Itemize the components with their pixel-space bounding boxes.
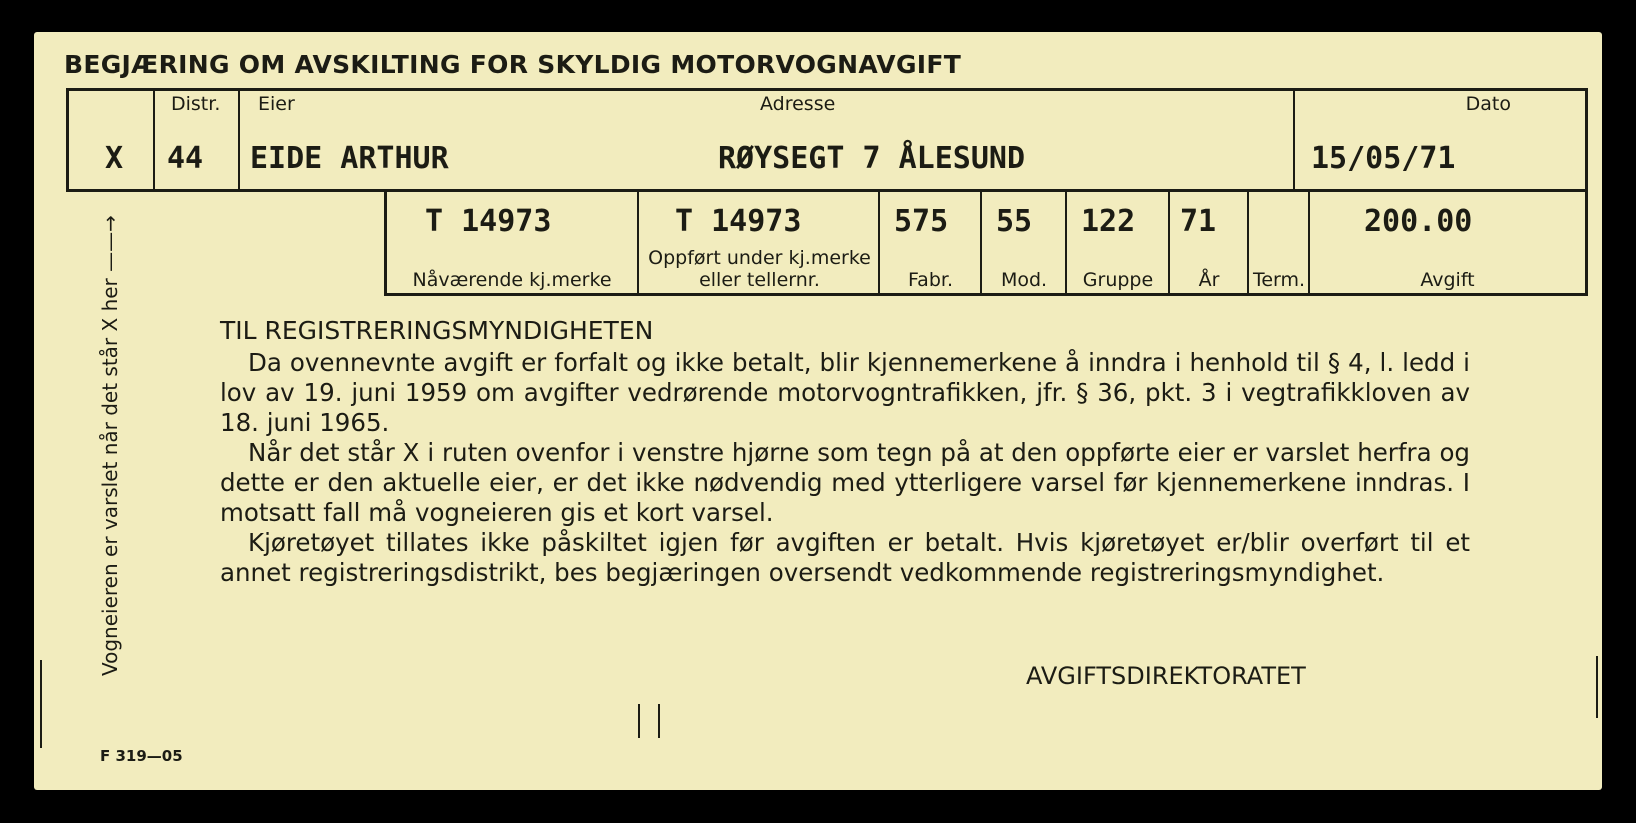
gruppe-cell [1065,190,1169,293]
owner-address-cell [238,91,1294,189]
registered-plate-label-2: eller tellernr. [699,269,820,291]
gruppe-value: 122 [1081,204,1136,239]
ar-cell [1168,190,1248,293]
center-mark-2 [658,704,660,738]
fabr-cell [878,190,981,293]
right-edge-mark [1596,656,1598,718]
dato-label: Dato [1465,93,1511,115]
distr-value: 44 [167,141,204,176]
fabr-value: 575 [894,204,949,239]
owner-row [66,88,1588,192]
vehicle-row [384,190,1588,296]
avgift-label: Avgift [1420,269,1475,291]
side-note: Vogneieren er varslet når det står X her ——→ [98,215,122,676]
mod-cell [980,190,1066,293]
ar-value: 71 [1180,204,1217,239]
dato-value: 15/05/71 [1311,141,1456,176]
avgift-cell [1308,190,1585,293]
distr-cell [153,91,239,189]
eier-label: Eier [258,93,295,115]
ar-label: År [1198,269,1220,291]
dato-cell [1293,91,1585,189]
registered-plate-value: T 14973 [675,204,802,239]
notified-mark: X [105,141,124,176]
avgift-value: 200.00 [1364,204,1473,239]
signature: AVGIFTSDIREKTORATET [1026,662,1306,690]
left-edge-mark [40,660,42,748]
paragraph-1: Da ovennevnte avgift er forfalt og ikke betalt, blir kjennemerkene å inndra i henhold til § 4, l. ledd i lov av 19. juni 1959 om avgifter vedrørende motorvogntrafikken, jfr. § 36, pkt. 3 i vegtrafikkloven av 18. juni 1965. [220,348,1470,437]
adresse-value: RØYSEGT 7 ÅLESUND [718,141,1026,176]
current-plate-value: T 14973 [425,204,552,239]
gruppe-label: Gruppe [1082,269,1154,291]
form-number: F 319—05 [100,747,183,765]
mod-value: 55 [996,204,1033,239]
form-title: BEGJÆRING OM AVSKILTING FOR SKYLDIG MOTORVOGNAVGIFT [64,50,962,79]
registered-plate-cell [637,190,880,293]
letter-heading: TIL REGISTRERINGSMYNDIGHETEN [220,316,654,345]
paragraph-3: Kjøretøyet tillates ikke påskiltet igjen før avgiften er betalt. Hvis kjøretøyet er/blir overført til et annet registreringsdistrikt, bes begjæringen oversendt vedkommende registreringsmyndighet. [220,528,1470,587]
fabr-label: Fabr. [908,269,953,291]
adresse-label: Adresse [760,93,836,115]
registered-plate-label-1: Oppført under kj.merke [648,247,871,269]
term-cell [1247,190,1309,293]
term-label: Term. [1252,269,1306,291]
eier-value: EIDE ARTHUR [250,141,449,176]
distr-label: Distr. [171,93,221,115]
paragraph-2: Når det står X i ruten ovenfor i venstre hjørne som tegn på at den oppførte eier er varslet herfra og dette er den aktuelle eier, er det ikke nødvendig med ytterligere varsel før kjennemerkene inndras. I motsatt fall må vogneieren gis et kort varsel. [220,438,1470,527]
tax-form-card [34,32,1602,790]
mod-label: Mod. [1000,269,1048,291]
letter-body [220,316,1470,588]
current-plate-cell [387,190,637,293]
current-plate-label: Nåværende kj.merke [412,269,612,291]
center-mark-1 [638,704,640,738]
